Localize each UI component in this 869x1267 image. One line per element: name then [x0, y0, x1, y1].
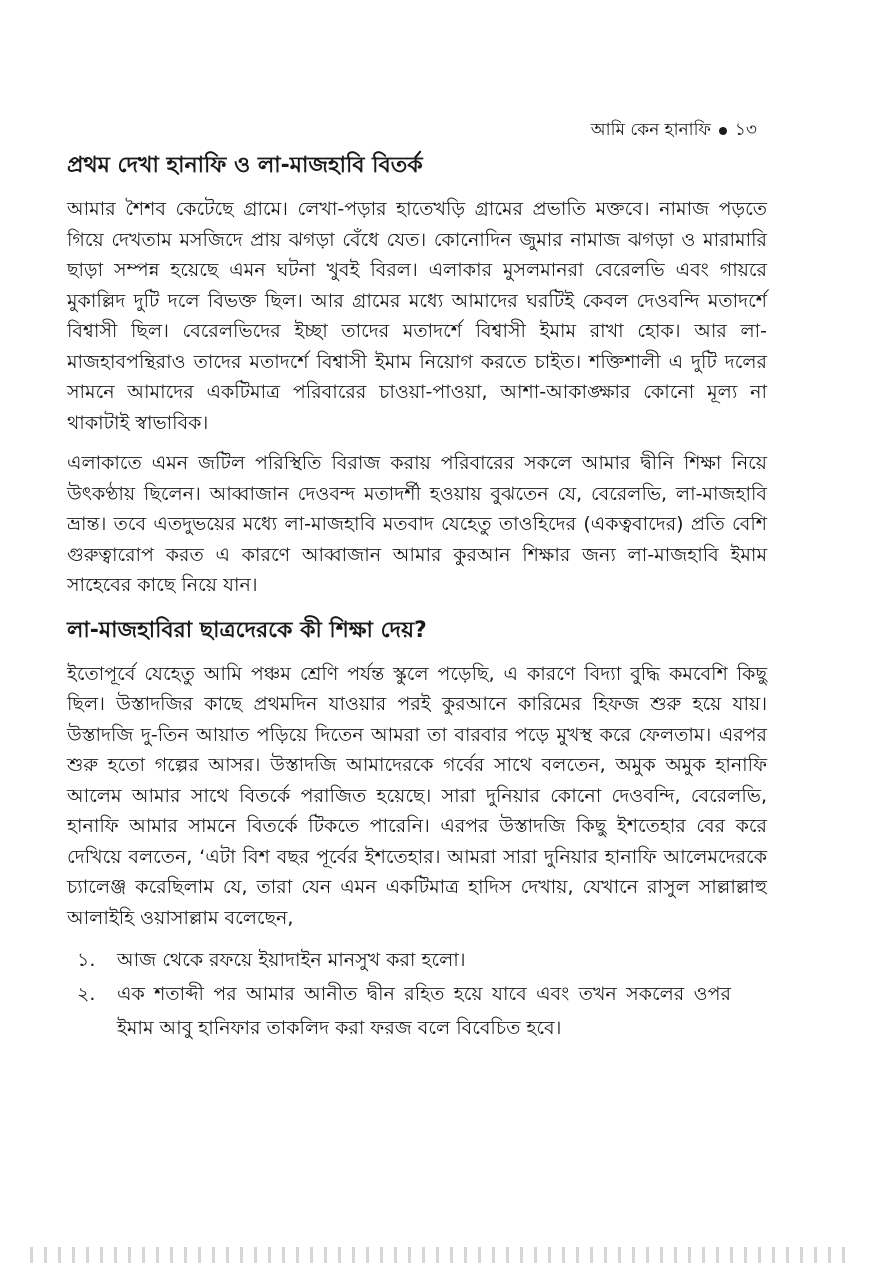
paragraph: এলাকাতে এমন জটিল পরিস্থিতি বিরাজ করায় পরিবারের সকলে আমার দ্বীনি শিক্ষা নিয়ে উৎকণ্ঠায় ছিলেন। আব্বাজান দেওবন্দ মতাদর্শী হওয়ায় বুঝতেন যে, বেরেলভি, লা-মাজহাবি ভ্রান্ত। তবে এতদুভয়ের মধ্যে লা-মাজহাবি মতবাদ যেহেতু তাওহিদের (একত্ববাদের) প্রতি বেশি গুরুত্বারোপ করত এ কারণে আব্বাজান আমার কুরআন শিক্ষার জন্য লা-মাজহাবি ইমাম সাহেবের কাছে নিয়ে যান। — [67, 452, 767, 596]
running-header — [591, 117, 757, 145]
paragraph: আমার শৈশব কেটেছে গ্রামে। লেখা-পড়ার হাতেখড়ি গ্রামের প্রভাতি মক্তবে। নামাজ পড়তে গিয়ে দেখতাম মসজিদে প্রায় ঝগড়া বেঁধে যেত। কোনোদিন জুমার নামাজ ঝগড়া ও মারামারি ছাড়া সম্পন্ন হয়েছে এমন ঘটনা খুবই বিরল। এলাকার মুসলমানরা বেরেলভি এবং গায়রে মুকাল্লিদ দুটি দলে বিভক্ত ছিল। আর গ্রামের মধ্যে আমাদের ঘরটিই কেবল দেওবন্দি মতাদর্শে বিশ্বাসী ছিল। বেরেলভিদের ইচ্ছা তাদের মতাদর্শে বিশ্বাসী ইমাম রাখা হোক। আর লা-মাজহাবপন্থিরাও তাদের মতাদর্শে বিশ্বাসী ইমাম নিয়োগ করতে চাইত। শক্তিশালী এ দুটি দলের সামনে আমাদের একটিমাত্র পরিবারের চাওয়া-পাওয়া, আশা-আকাঙ্ক্ষার কোনো মূল্য না থাকাটাই স্বাভাবিক। — [67, 198, 767, 434]
list-number: ১. — [77, 949, 96, 971]
numbered-list — [67, 943, 767, 1045]
page-number: ১৩ — [734, 120, 757, 140]
list-item — [67, 943, 767, 977]
list-text: আজ থেকে রফয়ে ইয়াদাইন মানসুখ করা হলো। — [117, 949, 466, 971]
page-content — [67, 150, 767, 1045]
list-item — [67, 977, 767, 1045]
list-text: এক শতাব্দী পর আমার আনীত দ্বীন রহিত হয়ে যাবে এবং তখন সকলের ওপর ইমাম আবু হানিফার তাকলিদ করা ফরজ বলে বিবেচিত হবে। — [117, 983, 731, 1039]
book-title: আমি কেন হানাফি — [590, 120, 711, 140]
section-heading-1: প্রথম দেখা হানাফি ও লা-মাজহাবি বিতর্ক — [67, 153, 423, 178]
paragraph: ইতোপূর্বে যেহেতু আমি পঞ্চম শ্রেণি পর্যন্ত স্কুলে পড়েছি, এ কারণে বিদ্যা বুদ্ধি কমবেশি কিছু ছিল। উস্তাদজির কাছে প্রথমদিন যাওয়ার পরই কুরআনে কারিমের হিফজ শুরু হয়ে যায়। উস্তাদজি দু-তিন আয়াত পড়িয়ে দিতেন আমরা তা বারবার পড়ে মুখস্থ করে ফেলতাম। এরপর শুরু হতো গল্পের আসর। উস্তাদজি আমাদেরকে গর্বের সাথে বলতেন, অমুক অমুক হানাফি আলেম আমার সাথে বিতর্কে পরাজিত হয়েছে। সারা দুনিয়ার কোনো দেওবন্দি, বেরেলভি, হানাফি আমার সামনে বিতর্কে টিকতে পারেনি। এরপর উস্তাদজি কিছু ইশতেহার বের করে দেখিয়ে বলতেন, ‘এটা বিশ বছর পূর্বের ইশতেহার। আমরা সারা দুনিয়ার হানাফি আলেমদেরকে চ্যালেঞ্জ করেছিলাম যে, তারা যেন এমন একটিমাত্র হাদিস দেখায়, যেখানে রাসুল সাল্লাল্লাহু আলাইহি ওয়াসাল্লাম বলেছেন, — [67, 662, 767, 929]
list-number: ২. — [77, 983, 96, 1005]
bullet-dot-icon — [719, 127, 727, 135]
section-heading-2: লা-মাজহাবিরা ছাত্রদেরকে কী শিক্ষা দেয়? — [67, 617, 427, 643]
decorative-border — [30, 1247, 850, 1263]
